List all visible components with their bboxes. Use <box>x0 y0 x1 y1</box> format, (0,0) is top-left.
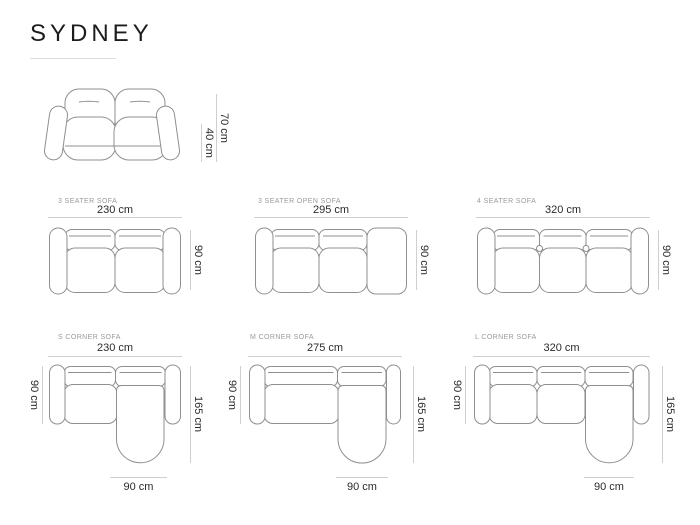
body-depth-dimension-value: 90 cm <box>28 380 40 410</box>
width-dimension-line <box>473 356 650 357</box>
depth-dimension-line <box>416 230 417 290</box>
chaise-width-dimension-line <box>336 477 388 478</box>
depth-dimension-value: 90 cm <box>660 245 672 275</box>
width-dimension-value: 320 cm <box>543 342 580 354</box>
chaise-width-dimension-value: 90 cm <box>347 481 377 493</box>
depth-dimension-line <box>190 230 191 290</box>
sofa-m-corner-top-view-drawing <box>248 364 402 468</box>
total-height-dimension-value: 70 cm <box>218 113 230 143</box>
seat-height-dimension-line <box>201 124 202 162</box>
total-depth-dimension-value: 165 cm <box>415 396 427 433</box>
sofa-4-seater-top-view-drawing <box>476 227 650 295</box>
model-label: S CORNER SOFA <box>58 334 121 341</box>
body-depth-dimension-line <box>465 366 466 424</box>
depth-dimension-value: 90 cm <box>418 245 430 275</box>
width-dimension-line <box>48 356 182 357</box>
total-depth-dimension-value: 165 cm <box>664 396 676 433</box>
width-dimension-value: 230 cm <box>96 342 134 354</box>
chaise-width-dimension-value: 90 cm <box>123 481 154 493</box>
title-underline <box>30 58 116 59</box>
sofa-3-seater-top-view-drawing <box>48 227 182 295</box>
model-label: 3 SEATER SOFA <box>58 198 118 205</box>
total-depth-dimension-line <box>662 366 663 463</box>
width-dimension-line <box>254 217 408 218</box>
page-title: SYDNEY <box>30 20 153 47</box>
chaise-width-dimension-value: 90 cm <box>594 481 624 493</box>
model-label: 3 SEATER OPEN SOFA <box>258 198 341 205</box>
depth-dimension-value: 90 cm <box>192 245 204 275</box>
seat-height-dimension-value: 40 cm <box>203 128 215 158</box>
total-depth-dimension-line <box>413 366 414 463</box>
body-depth-dimension-line <box>240 366 241 424</box>
body-depth-dimension-value: 90 cm <box>451 380 463 410</box>
model-label: L CORNER SOFA <box>475 334 537 341</box>
depth-dimension-line <box>658 230 659 290</box>
model-label: 4 SEATER SOFA <box>477 198 537 205</box>
width-dimension-value: 275 cm <box>306 342 344 354</box>
total-depth-dimension-line <box>190 366 191 463</box>
body-depth-dimension-value: 90 cm <box>226 380 238 410</box>
width-dimension-line <box>48 217 182 218</box>
width-dimension-line <box>476 217 650 218</box>
total-height-dimension-line <box>216 94 217 162</box>
width-dimension-value: 295 cm <box>312 204 350 216</box>
model-label: M CORNER SOFA <box>250 334 314 341</box>
sofa-s-corner-top-view-drawing <box>48 364 182 468</box>
width-dimension-value: 230 cm <box>96 204 134 216</box>
total-depth-dimension-value: 165 cm <box>192 396 204 433</box>
chaise-width-dimension-line <box>110 477 167 478</box>
body-depth-dimension-line <box>42 366 43 424</box>
width-dimension-line <box>248 356 402 357</box>
sofa-3-seater-open-top-view-drawing <box>254 227 408 295</box>
width-dimension-value: 320 cm <box>544 204 582 216</box>
chaise-width-dimension-line <box>584 477 634 478</box>
sofa-l-corner-top-view-drawing <box>473 364 650 468</box>
sofa-front-view-drawing <box>42 86 182 164</box>
